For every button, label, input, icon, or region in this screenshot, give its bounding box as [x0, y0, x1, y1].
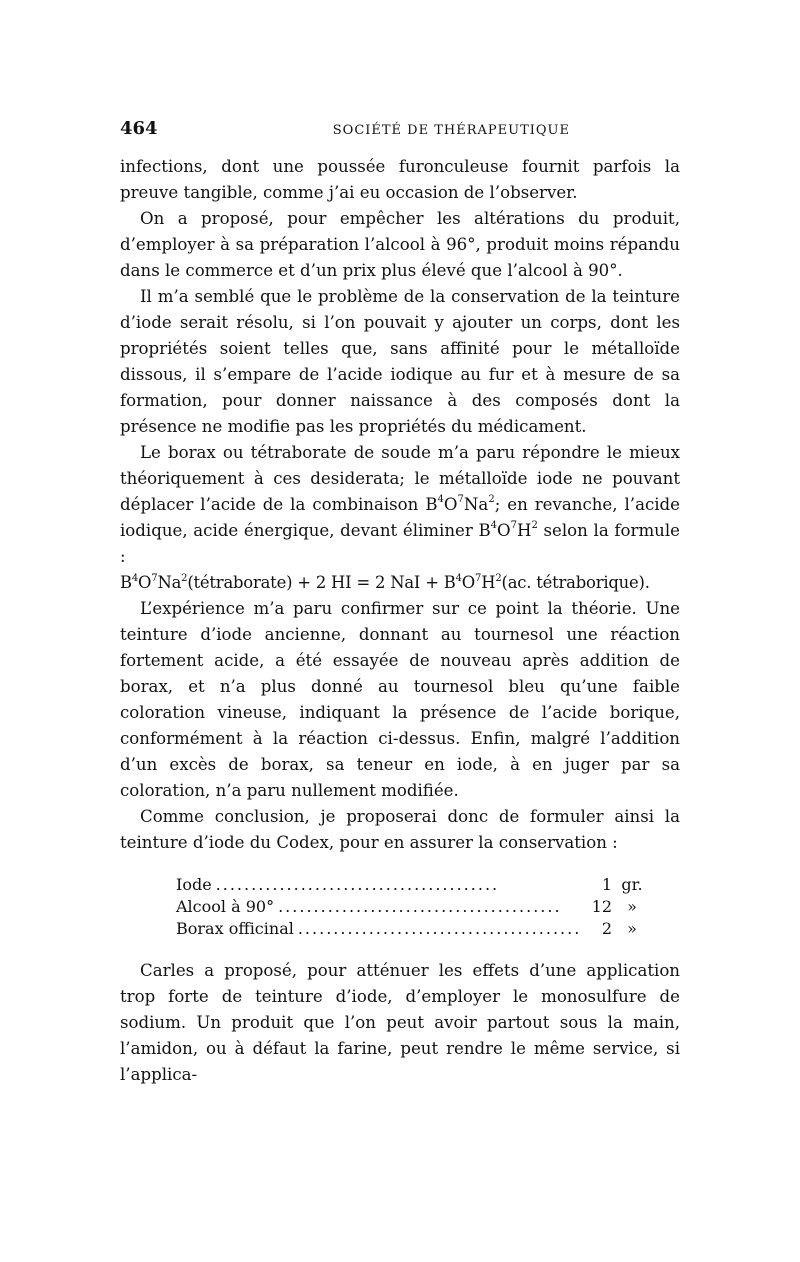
paragraph-2: On a proposé, pour empêcher les altérations du produit, d’employer à sa préparation l’alcool à 96°, produit moins répandu dans le commerce et d’un prix plus élevé que l’alcool à 90°. — [120, 209, 680, 280]
paragraph-3: Il m’a semblé que le problème de la conservation de la teinture d’iode serait résolu, si l’on pouvait y ajouter un corps, dont les propriétés soient telles que, sans affinité pour le métalloïde dissous, il s’empare de l’acide iodique au fur et à mesure de sa formation, pour donner naissance à des composés dont la présence ne modifie pas les propriétés du médicament. — [120, 287, 680, 436]
paragraph-1: infections, dont une poussée furonculeuse fournit parfois la preuve tangible, comme j’ai eu occasion de l’observer. — [120, 157, 680, 202]
recipe-unit: » — [627, 897, 637, 916]
recipe-table — [176, 874, 652, 940]
reaction-formula: $B^4O^7Na^2(tétraborate) + 2$ HI = 2 NaI + $B^4O^7H^2(ac$. tétraborique). — [120, 572, 650, 592]
recipe-ingredient: Iode — [176, 875, 212, 894]
recipe-ingredient: Alcool à 90° — [176, 897, 275, 916]
recipe-quantity: 1 — [601, 875, 612, 894]
recipe-unit: » — [627, 919, 637, 938]
leader-dots: ........................................ — [278, 897, 562, 916]
page-header — [120, 118, 680, 154]
leader-dots: ........................................ — [215, 875, 500, 894]
paragraph-6: Comme conclusion, je proposerai donc de formuler ainsi la teinture d’iode du Codex, pour en assurer la conservation : — [120, 807, 680, 852]
formula-borax: $B^4O^7Na^2$ — [425, 494, 495, 514]
paragraph-7: Carles a proposé, pour atténuer les effets d’une application trop forte de teinture d’iode, d’employer le monosulfure de sodium. Un produit que l’on peut avoir partout sous la main, l’amidon, ou à défaut la farine, peut rendre le même service, si l’applica- — [120, 961, 680, 1084]
recipe-row — [176, 874, 652, 896]
recipe-quantity: 2 — [601, 919, 612, 938]
recipe-unit: gr. — [621, 875, 643, 894]
recipe-quantity: 12 — [591, 897, 612, 916]
running-title: SOCIÉTÉ DE THÉRAPEUTIQUE — [332, 123, 570, 138]
paragraph-5: L’expérience m’a paru confirmer sur ce point la théorie. Une teinture d’iode ancienne, donnant au tournesol une réaction fortement acide, a été essayée de nouveau après addition de borax, et n’a plus donné au tournesol bleu qu’une faible coloration vineuse, indiquant la présence de l’acide borique, conformément à la réaction ci-dessus. Enfin, malgré l’addition d’un excès de borax, sa teneur en iode, à en juger par sa coloration, n’a paru nullement modifiée. — [120, 599, 680, 800]
recipe-row — [176, 918, 652, 940]
document-page — [120, 118, 680, 1088]
leader-dots: ........................................ — [297, 919, 582, 938]
formula-boric-acid: $B^4O^7H^2$ — [478, 520, 538, 540]
paragraph-4: Le borax ou tétraborate de soude m’a paru répondre le mieux théoriquement à ces desiderata; le métalloïde iode ne pouvant déplacer l’acide de la combinaison $B^4O^7Na^2$; en revanche, l’acide iodique, acide énergique, devant éliminer $B^4O^7H^2$ selon la formule : — [120, 443, 680, 566]
recipe-row — [176, 896, 652, 918]
recipe-ingredient: Borax officinal — [176, 919, 294, 938]
page-number: 464 — [120, 118, 158, 139]
